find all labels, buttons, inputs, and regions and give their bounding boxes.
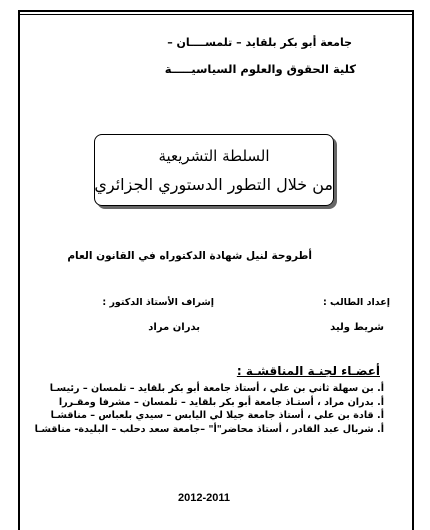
committee-member: أ. بدران مراد ، أستـاذ جامعة أبو بكر بلقايد – تلمسان – مشرفا ومقـررا — [58, 396, 384, 408]
title-line-2: من خلال التطور الدستوري الجزائري — [94, 175, 333, 194]
title-box — [94, 134, 334, 206]
committee-title: أعضـاء لجنـة المناقشـة : — [236, 364, 380, 378]
academic-year: 2012-2011 — [178, 492, 230, 504]
committee-member: أ. بن سهلة ثاني بن علي ، أستاذ جامعة أبو بكر بلقايد – تلمسان – رئيسـا — [49, 383, 384, 394]
thesis-note: أطروحة لنيل شهادة الدكتوراه في القانون العام — [67, 250, 312, 262]
supervisor-label: إشراف الأستاذ الدكتور : — [102, 297, 214, 308]
university-name: جامعة أبو بكر بلقايد – تلمســــان – — [167, 36, 352, 49]
preparer-name: شريط وليد — [330, 322, 384, 333]
supervisor-name: بدران مراد — [148, 322, 200, 333]
faculty-name: كلية الحقوق والعلوم السياسيـــــة — [164, 62, 356, 76]
committee-member: أ. شربال عبد القادر ، أستاذ محاضر"أ" –جامعة سعد دحلب – البليدة- مناقشـا — [34, 423, 384, 435]
top-border-line — [18, 14, 414, 15]
document-page — [18, 10, 414, 530]
preparer-label: إعداد الطالب : — [322, 297, 390, 308]
committee-member: أ. قادة بن علي ، أستاذ جامعة جيلا لي اليابس – سيدي بلعباس – مناقشـا — [50, 410, 384, 421]
title-line-1: السلطة التشريعية — [158, 147, 270, 165]
committee-members — [34, 382, 384, 436]
